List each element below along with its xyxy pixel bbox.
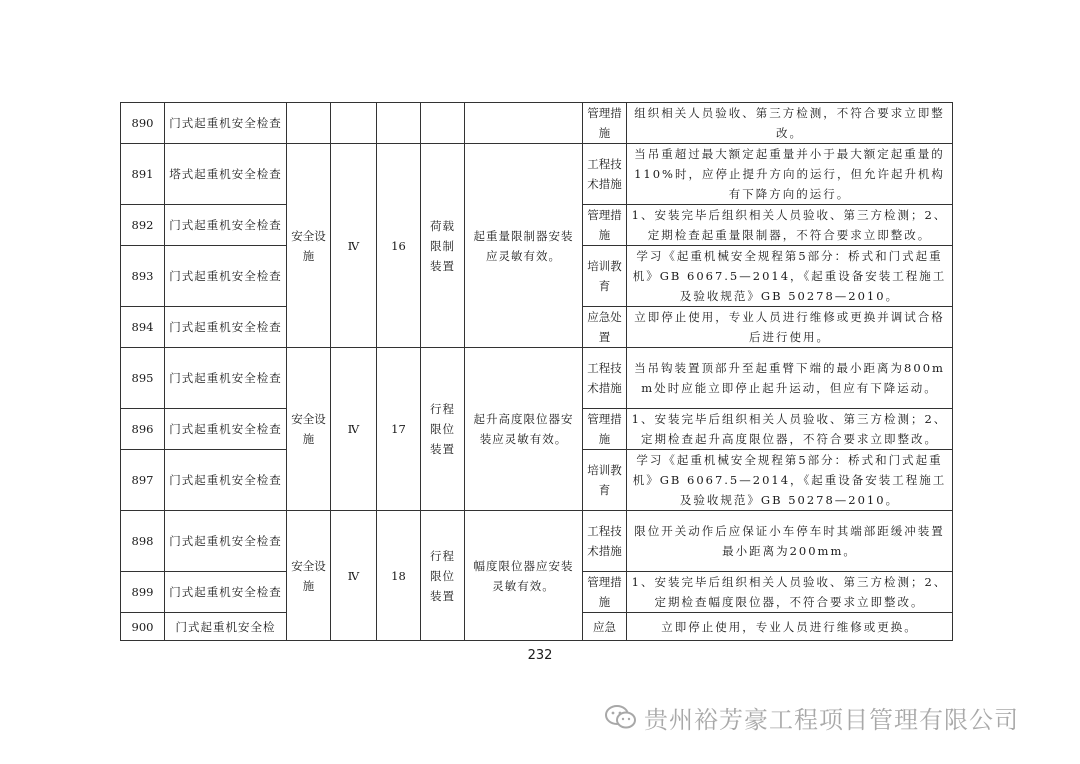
- measure-content: 组织相关人员验收、第三方检测，不符合要求立即整改。: [627, 103, 953, 144]
- device-cell: 行程限位装置: [421, 511, 465, 641]
- item-name: 门式起重机安全检查: [165, 246, 287, 307]
- level-cell: Ⅳ: [331, 511, 377, 641]
- measure-type: 应急: [583, 613, 627, 641]
- row-number: 899: [121, 572, 165, 613]
- measure-type: 工程技术措施: [583, 144, 627, 205]
- measure-content: 1、安装完毕后组织相关人员验收、第三方检测；2、定期检查起升高度限位器，不符合要求立即整改。: [627, 409, 953, 450]
- level-cell: Ⅳ: [331, 144, 377, 348]
- row-number: 890: [121, 103, 165, 144]
- item-name: 门式起重机安全检查: [165, 572, 287, 613]
- item-name: 门式起重机安全检查: [165, 409, 287, 450]
- measure-content: 1、安装完毕后组织相关人员验收、第三方检测；2、定期检查起重量限制器，不符合要求立即整改。: [627, 205, 953, 246]
- row-number: 895: [121, 348, 165, 409]
- row-number: 896: [121, 409, 165, 450]
- wechat-icon: [604, 703, 638, 731]
- watermark: [604, 700, 1019, 734]
- empty-cell: [287, 103, 331, 144]
- table-row: [121, 511, 953, 572]
- category-cell: 安全设施: [287, 144, 331, 348]
- item-name: 门式起重机安全检查: [165, 103, 287, 144]
- measure-content: 1、安装完毕后组织相关人员验收、第三方检测；2、定期检查幅度限位器，不符合要求立即整改。: [627, 572, 953, 613]
- index-cell: 17: [377, 348, 421, 511]
- empty-cell: [331, 103, 377, 144]
- item-name: 门式起重机安全检查: [165, 307, 287, 348]
- item-name: 门式起重机安全检查: [165, 348, 287, 409]
- row-number: 892: [121, 205, 165, 246]
- item-name: 门式起重机安全检查: [165, 205, 287, 246]
- empty-cell: [421, 103, 465, 144]
- item-name: 塔式起重机安全检查: [165, 144, 287, 205]
- requirement-cell: 起升高度限位器安装应灵敏有效。: [465, 348, 583, 511]
- row-number: 894: [121, 307, 165, 348]
- device-cell: 行程限位装置: [421, 348, 465, 511]
- item-name: 门式起重机安全检查: [165, 511, 287, 572]
- measure-type: 工程技术措施: [583, 348, 627, 409]
- table-row: [121, 348, 953, 409]
- row-number: 893: [121, 246, 165, 307]
- measure-type: 工程技术措施: [583, 511, 627, 572]
- category-cell: 安全设施: [287, 348, 331, 511]
- empty-cell: [377, 103, 421, 144]
- level-cell: Ⅳ: [331, 348, 377, 511]
- measure-type: 管理措施: [583, 103, 627, 144]
- row-number: 898: [121, 511, 165, 572]
- empty-cell: [465, 103, 583, 144]
- measure-content: 学习《起重机械安全规程第5部分：桥式和门式起重机》GB 6067.5—2014，《起重设备安装工程施工及验收规范》GB 50278—2010。: [627, 246, 953, 307]
- row-number: 900: [121, 613, 165, 641]
- requirement-cell: 起重量限制器安装应灵敏有效。: [465, 144, 583, 348]
- device-cell: 荷载限制装置: [421, 144, 465, 348]
- watermark-text: 贵州裕芳豪工程项目管理有限公司: [644, 705, 1019, 734]
- index-cell: 18: [377, 511, 421, 641]
- measure-type: 应急处置: [583, 307, 627, 348]
- measure-type: 管理措施: [583, 409, 627, 450]
- requirement-cell: 幅度限位器应安装灵敏有效。: [465, 511, 583, 641]
- item-name: 门式起重机安全检查: [165, 450, 287, 511]
- item-name: 门式起重机安全检: [165, 613, 287, 641]
- measure-content: 立即停止使用，专业人员进行维修或更换并调试合格后进行使用。: [627, 307, 953, 348]
- table-row: [121, 144, 953, 205]
- index-cell: 16: [377, 144, 421, 348]
- row-number: 891: [121, 144, 165, 205]
- measures-table: [120, 102, 953, 641]
- table-row: [121, 103, 953, 144]
- measure-type: 管理措施: [583, 205, 627, 246]
- measure-content: 学习《起重机械安全规程第5部分：桥式和门式起重机》GB 6067.5—2014，《起重设备安装工程施工及验收规范》GB 50278—2010。: [627, 450, 953, 511]
- page-number: 232: [527, 648, 553, 663]
- measure-content: 当吊钩装置顶部升至起重臂下端的最小距离为800mm处时应能立即停止起升运动，但应有下降运动。: [627, 348, 953, 409]
- measure-content: 限位开关动作后应保证小车停车时其端部距缓冲装置最小距离为200mm。: [627, 511, 953, 572]
- row-number: 897: [121, 450, 165, 511]
- measure-type: 管理措施: [583, 572, 627, 613]
- measure-content: 当吊重超过最大额定起重量并小于最大额定起重量的110%时，应停止提升方向的运行，但允许起升机构有下降方向的运行。: [627, 144, 953, 205]
- category-cell: 安全设施: [287, 511, 331, 641]
- measure-content: 立即停止使用，专业人员进行维修或更换。: [627, 613, 953, 641]
- measure-type: 培训教育: [583, 450, 627, 511]
- measure-type: 培训教育: [583, 246, 627, 307]
